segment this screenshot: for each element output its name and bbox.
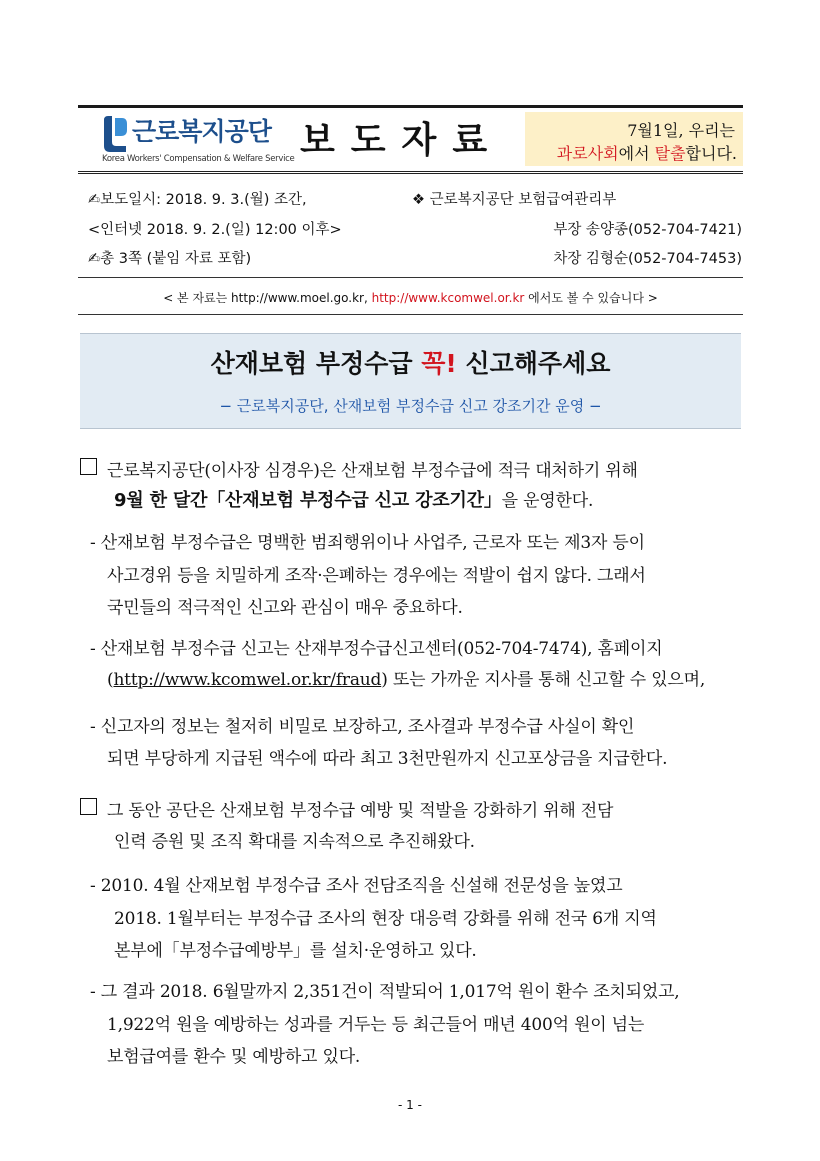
agency-logo xyxy=(100,112,295,170)
header-top-rule xyxy=(78,105,743,108)
press-release-title: 보도자료 xyxy=(300,120,504,161)
department: ❖ 근로복지공단 보험급여관리부 xyxy=(412,192,617,208)
release-date: ✍보도일시: 2018. 9. 3.(월) 조간, xyxy=(88,192,307,208)
slogan-middle: 에서 xyxy=(618,144,655,163)
logo-subtitle: Korea Workers' Compensation & Welfare Service xyxy=(102,154,295,164)
p2-line-1: 그 동안 공단은 산재보험 부정수급 예방 및 적발을 강화하기 위해 전담 xyxy=(107,801,614,821)
b1-line-2: 사고경위 등을 치밀하게 조작·은폐하는 경우에는 적발이 쉽지 않다. 그래서 xyxy=(107,566,646,586)
slogan-line-1: 7월1일, 우리는 xyxy=(627,121,735,140)
b2-open-paren: ( xyxy=(107,670,114,690)
notice-suffix: 에서도 볼 수 있습니다 > xyxy=(524,291,658,305)
b4-line-3: 본부에「부정수급예방부」를 설치·운영하고 있다. xyxy=(114,941,477,961)
internet-release-date: <인터넷 2018. 9. 2.(일) 12:00 이후> xyxy=(88,222,342,238)
notice-link[interactable]: http://www.kcomwel.or.kr xyxy=(371,291,525,305)
b2-line-2 xyxy=(107,665,705,690)
checkbox-bullet xyxy=(80,798,97,815)
p1-line-2 xyxy=(114,486,593,512)
contact-deputy: 차장 김형순(052-704-7453) xyxy=(553,251,742,267)
fraud-report-link[interactable]: http://www.kcomwel.or.kr/fraud xyxy=(113,670,382,690)
b2-line-1: - 산재보험 부정수급 신고는 산재부정수급신고센터(052-704-7474), 홈페이지 xyxy=(90,639,663,659)
b1-line-3: 국민들의 적극적인 신고와 관심이 매우 중요하다. xyxy=(107,598,463,618)
p1-line-2-end: 을 운영한다. xyxy=(501,491,594,511)
notice-prefix: < 본 자료는 http://www.moel.go.kr, xyxy=(163,291,372,305)
b5-line-2: 1,922억 원을 예방하는 성과를 거두는 등 최근들어 매년 400억 원이 넘는 xyxy=(107,1015,645,1035)
headline-subtitle: − 근로복지공단, 산재보험 부정수급 신고 강조기간 운영 − xyxy=(219,397,602,415)
page-count: ✍총 3쪽 (붙임 자료 포함) xyxy=(88,251,252,267)
headline-title-pre: 산재보험 부정수급 xyxy=(210,349,422,378)
headline-title-post: 신고해주세요 xyxy=(456,349,611,378)
slogan-line-2 xyxy=(557,141,737,164)
header-bottom-rule xyxy=(78,171,743,174)
b5-line-1: - 그 결과 2018. 6월말까지 2,351건이 적발되어 1,017억 원이 환수 조치되었고, xyxy=(90,982,680,1002)
b5-line-3: 보험급여를 환수 및 예방하고 있다. xyxy=(107,1047,361,1067)
logo-name: 근로복지공단 xyxy=(132,117,271,146)
b3-line-2: 되면 부당하게 지급된 액수에 따라 최고 3천만원까지 신고포상금을 지급한다. xyxy=(107,749,668,769)
b4-line-1: - 2010. 4월 산재보험 부정수급 조사 전담조직을 신설해 전문성을 높였고 xyxy=(90,876,623,896)
p1-line-1: 근로복지공단(이사장 심경우)은 산재보험 부정수급에 적극 대처하기 위해 xyxy=(107,461,638,481)
availability-notice xyxy=(78,289,743,306)
logo-mark-icon xyxy=(100,116,128,154)
b1-line-1: - 산재보험 부정수급은 명백한 범죄행위이나 사업주, 근로자 또는 제3자 등이 xyxy=(90,533,645,553)
slogan-highlight-2: 탈출 xyxy=(654,144,686,163)
b2-line-2-end: ) 또는 가까운 지사를 통해 신고할 수 있으며, xyxy=(381,670,706,690)
b3-line-1: - 신고자의 정보는 철저히 비밀로 보장하고, 조사결과 부정수급 사실이 확인 xyxy=(90,717,635,737)
info-bottom-rule xyxy=(78,277,743,278)
b4-line-2: 2018. 1월부터는 부정수급 조사의 현장 대응력 강화를 위해 전국 6개 지역 xyxy=(114,909,657,929)
page-number: - 1 - xyxy=(398,1098,422,1112)
slogan-highlight-1: 과로사회 xyxy=(556,144,619,163)
slogan-box xyxy=(525,112,743,166)
contact-director: 부장 송양종(052-704-7421) xyxy=(553,222,742,238)
checkbox-bullet xyxy=(80,458,97,475)
p1-emphasis: 9월 한 달간「산재보험 부정수급 신고 강조기간」 xyxy=(114,490,502,511)
headline-title xyxy=(80,344,741,380)
headline-title-emphasis: 꼭! xyxy=(421,349,457,378)
slogan-end: 합니다. xyxy=(685,144,737,163)
notice-bottom-rule xyxy=(78,314,743,315)
headline-box xyxy=(80,333,741,429)
p2-line-2: 인력 증원 및 조직 확대를 지속적으로 추진해왔다. xyxy=(114,832,475,852)
